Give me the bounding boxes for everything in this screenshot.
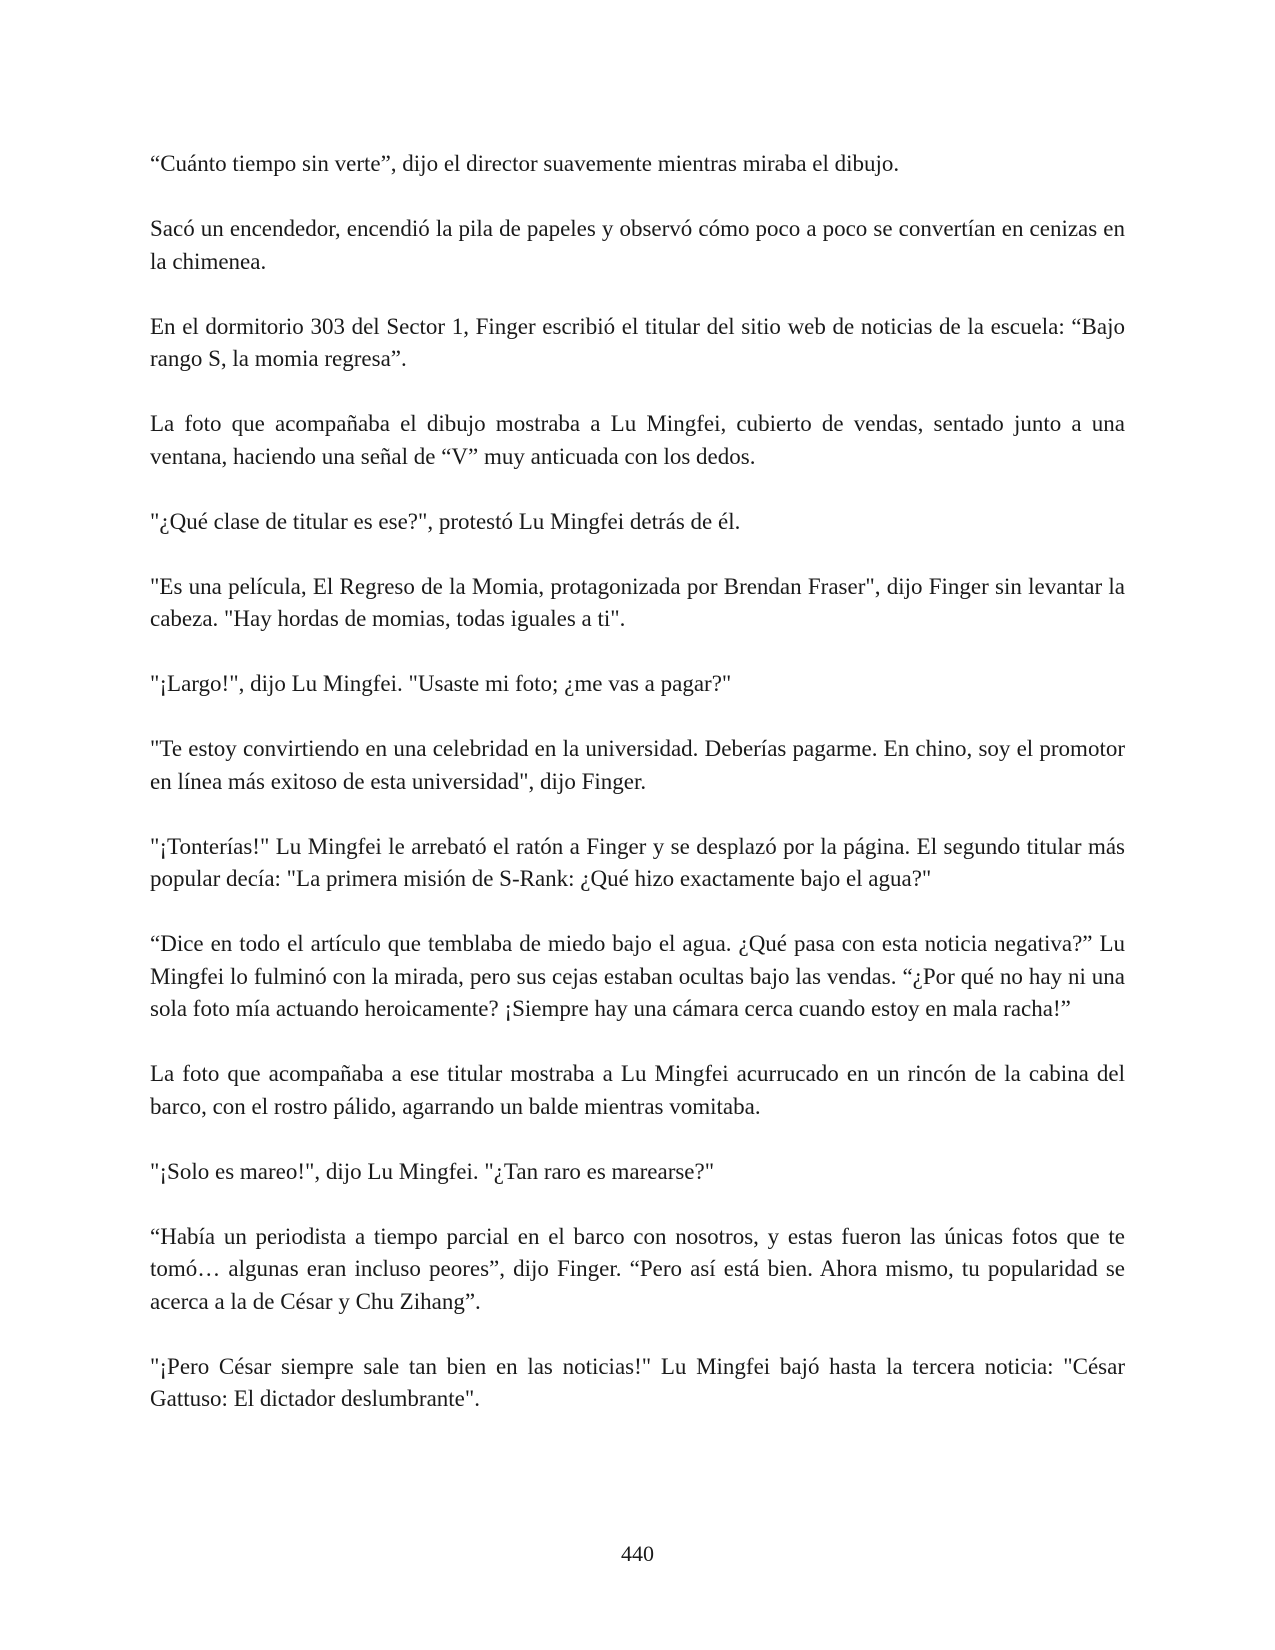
paragraph: Sacó un encendedor, encendió la pila de papeles y observó cómo poco a poco se convertían en cenizas en la chimenea.: [150, 216, 1125, 274]
paragraph: "¿Qué clase de titular es ese?", protestó Lu Mingfei detrás de él.: [150, 508, 741, 534]
page-number: 440: [621, 1541, 654, 1566]
paragraph: "¡Tonterías!" Lu Mingfei le arrebató el ratón a Finger y se desplazó por la página. El segundo titular más popular decía: "La primera misión de S-Rank: ¿Qué hizo exactamente bajo el agua?": [150, 833, 1125, 891]
paragraph: La foto que acompañaba el dibujo mostraba a Lu Mingfei, cubierto de vendas, sentado junto a una ventana, haciendo una señal de “V” muy anticuada con los dedos.: [150, 411, 1125, 469]
paragraph: “Había un periodista a tiempo parcial en el barco con nosotros, y estas fueron las únicas fotos que te tomó… algunas eran incluso peores”, dijo Finger. “Pero así está bien. Ahora mismo, tu popularidad se acerca a la de César y Chu Zihang”.: [150, 1223, 1125, 1314]
paragraph: En el dormitorio 303 del Sector 1, Finger escribió el titular del sitio web de noticias de la escuela: “Bajo rango S, la momia regresa”.: [150, 313, 1125, 371]
paragraph: "Es una película, El Regreso de la Momia, protagonizada por Brendan Fraser", dijo Finger sin levantar la cabeza. "Hay hordas de momias, todas iguales a ti".: [150, 573, 1125, 631]
paragraph: "¡Solo es mareo!", dijo Lu Mingfei. "¿Tan raro es marearse?": [150, 1158, 715, 1184]
paragraph: “Cuánto tiempo sin verte”, dijo el director suavemente mientras miraba el dibujo.: [150, 151, 900, 176]
paragraph: La foto que acompañaba a ese titular mostraba a Lu Mingfei acurrucado en un rincón de la cabina del barco, con el rostro pálido, agarrando un balde mientras vomitaba.: [150, 1061, 1125, 1119]
paragraph: “Dice en todo el artículo que temblaba de miedo bajo el agua. ¿Qué pasa con esta noticia negativa?” Lu Mingfei lo fulminó con la mirada, pero sus cejas estaban ocultas bajo las vendas. “¿Por qué no hay ni una sola foto mía actuando heroicamente? ¡Siempre hay una cámara cerca cuando estoy en mala racha!”: [150, 931, 1125, 1021]
paragraph: "¡Pero César siempre sale tan bien en las noticias!" Lu Mingfei bajó hasta la tercera noticia: "César Gattuso: El dictador deslumbrante".: [150, 1353, 1125, 1411]
paragraph: "¡Largo!", dijo Lu Mingfei. "Usaste mi foto; ¿me vas a pagar?": [150, 671, 732, 696]
paragraph: "Te estoy convirtiendo en una celebridad en la universidad. Deberías pagarme. En chino, soy el promotor en línea más exitoso de esta universidad", dijo Finger.: [150, 736, 1125, 794]
page-body: [150, 148, 1125, 1448]
